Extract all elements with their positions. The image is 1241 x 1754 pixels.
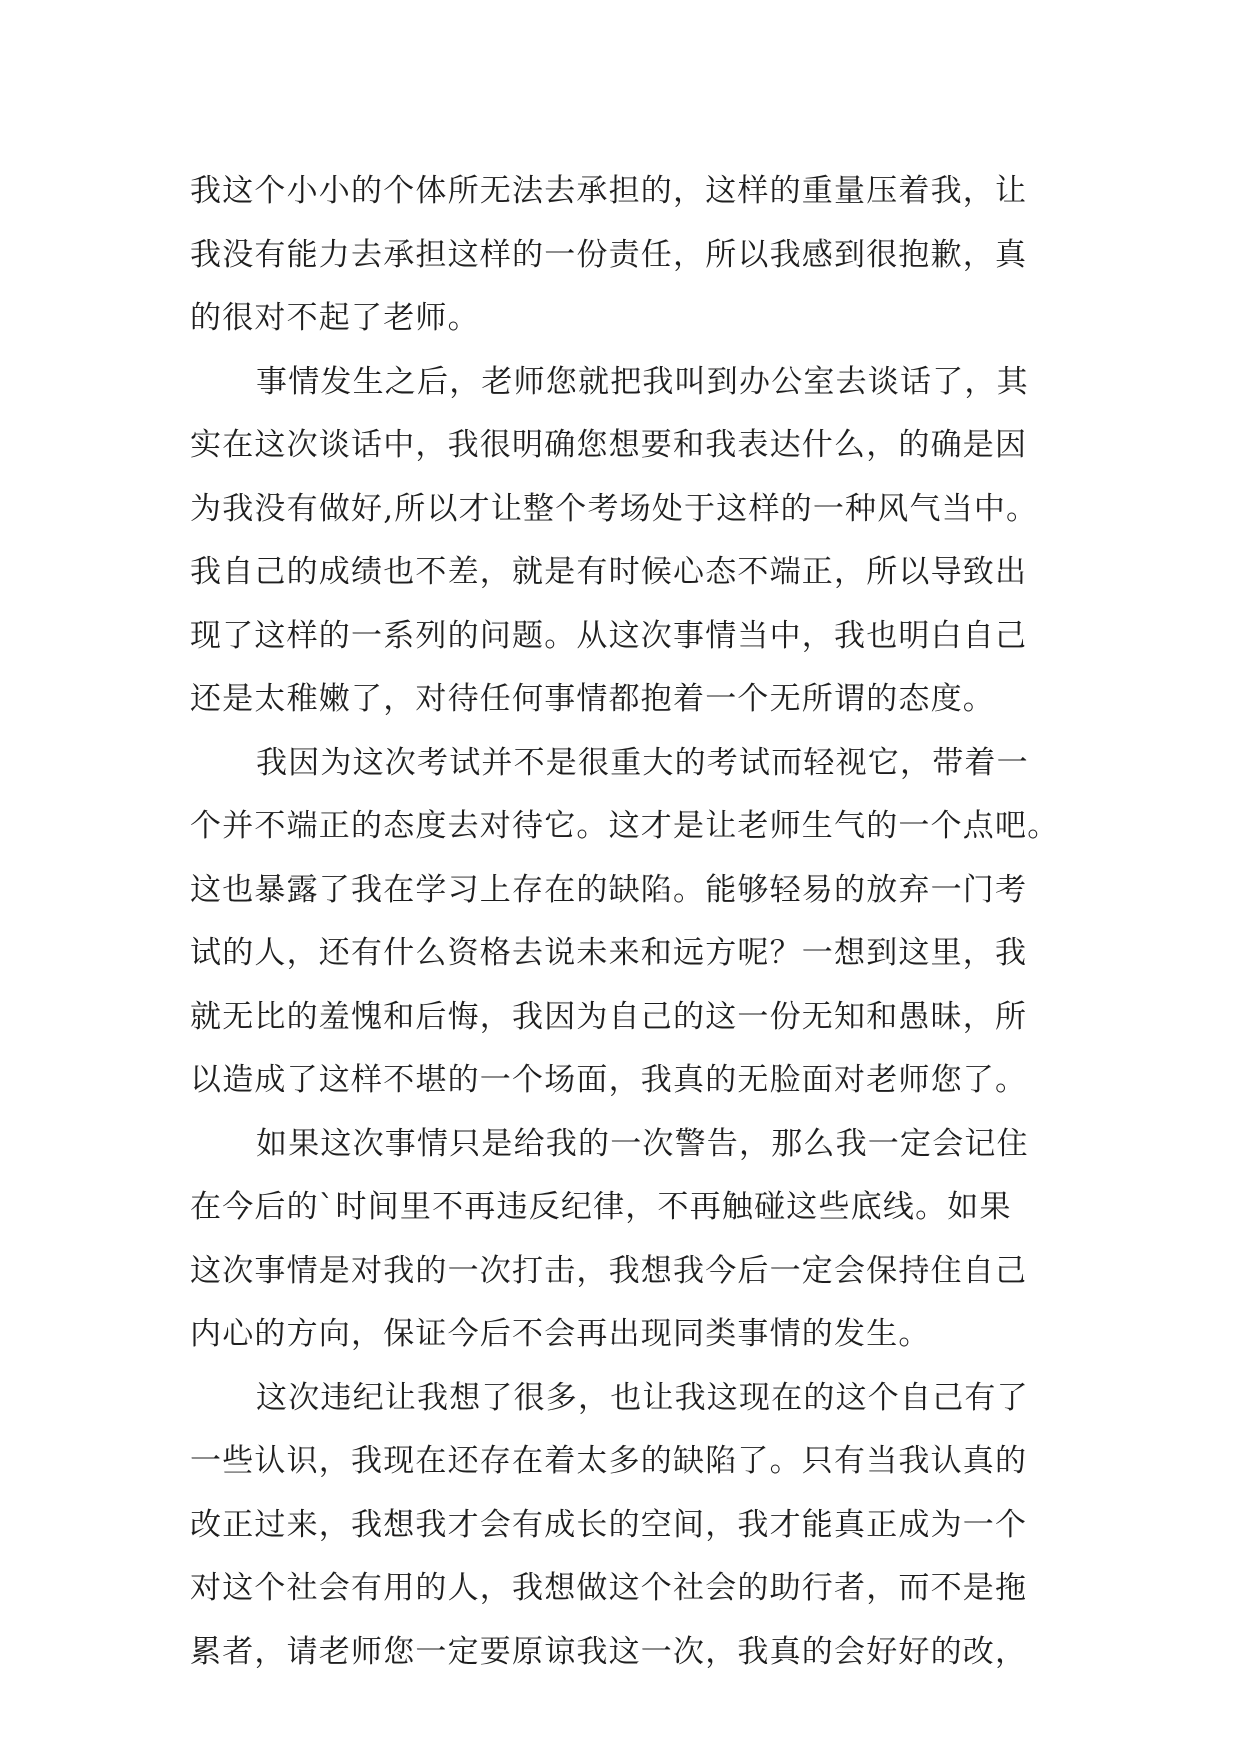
text-line: 累者，请老师您一定要原谅我这一次，我真的会好好的改， xyxy=(190,1633,1028,1670)
text-line: 改正过来，我想我才会有成长的空间，我才能真正成为一个 xyxy=(190,1506,1028,1543)
paragraph-start-line: 事情发生之后，老师您就把我叫到办公室去谈话了，其 xyxy=(256,363,1029,400)
paragraph-start-line: 我因为这次考试并不是很重大的考试而轻视它，带着一 xyxy=(256,744,1029,781)
text-line: 我自己的成绩也不差，就是有时候心态不端正，所以导致出 xyxy=(190,554,1028,590)
text-line: 个并不端正的态度去对待它。这才是让老师生气的一个点吧。 xyxy=(190,808,1060,844)
text-line: 以造成了这样不堪的一个场面，我真的无脸面对老师您了。 xyxy=(190,1062,1028,1098)
text-line: 实在这次谈话中，我很明确您想要和我表达什么，的确是因 xyxy=(190,427,1028,463)
text-line: 对这个社会有用的人，我想做这个社会的助行者，而不是拖 xyxy=(190,1570,1028,1606)
text-line: 这次事情是对我的一次打击，我想我今后一定会保持住自己 xyxy=(190,1252,1028,1289)
text-line: 现了这样的一系列的问题。从这次事情当中，我也明白自己 xyxy=(190,617,1028,654)
text-line: 内心的方向，保证今后不会再出现同类事情的发生。 xyxy=(190,1316,931,1352)
text-line: 为我没有做好,所以才让整个考场处于这样的一种风气当中。 xyxy=(190,490,1039,527)
text-line: 这也暴露了我在学习上存在的缺陷。能够轻易的放弃一门考 xyxy=(190,871,1028,908)
paragraph-start-line: 如果这次事情只是给我的一次警告，那么我一定会记住 xyxy=(256,1125,1029,1162)
text-line: 一些认识，我现在还存在着太多的缺陷了。只有当我认真的 xyxy=(190,1443,1028,1479)
text-line: 试的人，还有什么资格去说未来和远方呢？一想到这里，我 xyxy=(190,935,1028,971)
text-line: 我没有能力去承担这样的一份责任，所以我感到很抱歉，真 xyxy=(190,236,1028,273)
text-line: 的很对不起了老师。 xyxy=(190,300,480,336)
paragraph-start-line: 这次违纪让我想了很多，也让我这现在的这个自己有了 xyxy=(256,1379,1029,1416)
text-line: 我这个小小的个体所无法去承担的，这样的重量压着我，让 xyxy=(190,173,1028,209)
text-line: 就无比的羞愧和后悔，我因为自己的这一份无知和愚昧，所 xyxy=(190,998,1028,1035)
document-body xyxy=(190,160,1070,1684)
text-line: 在今后的`时间里不再违反纪律，不再触碰这些底线。如果 xyxy=(190,1189,1012,1225)
text-line: 还是太稚嫩了，对待任何事情都抱着一个无所谓的态度。 xyxy=(190,681,995,717)
